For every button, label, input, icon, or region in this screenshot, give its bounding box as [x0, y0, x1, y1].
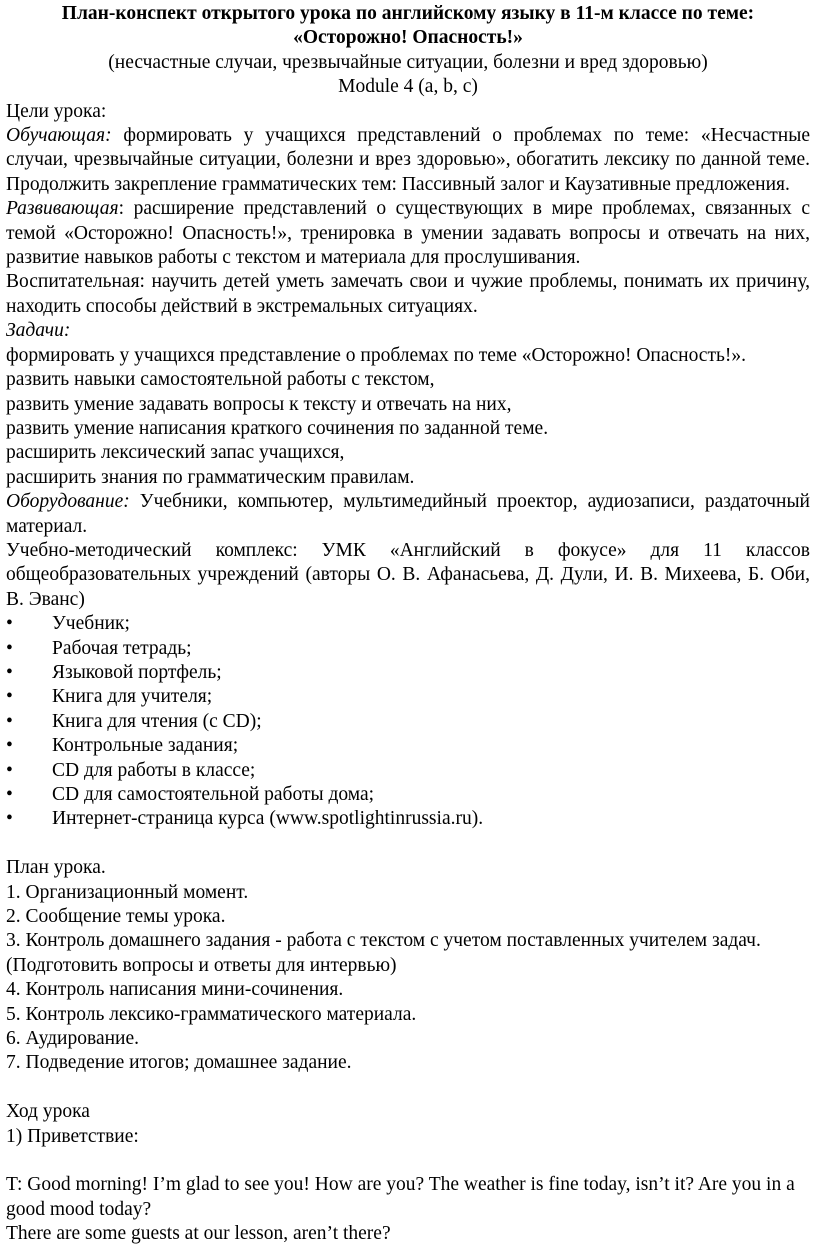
bullet-icon: • — [6, 661, 13, 683]
equipment-label: Оборудование: — [6, 491, 130, 513]
goal-upbringing: Воспитательная: научить детей уметь замечать свои и чужие проблемы, понимать их причину, находить способы действий в экстремальных ситуациях. — [6, 271, 810, 317]
plan-item: 2. Сообщение темы урока. — [6, 906, 226, 928]
document-subtitle: (несчастные случаи, чрезвычайные ситуации, болезни и вред здоровью) — [108, 51, 708, 73]
task-item: развить умение написания краткого сочинения по заданной теме. — [6, 417, 549, 439]
list-item — [6, 759, 810, 783]
task-item: расширить знания по грамматическим правилам. — [6, 466, 415, 488]
umk-list — [6, 612, 810, 832]
spacer — [6, 832, 810, 856]
list-item — [6, 661, 810, 685]
list-item — [6, 685, 810, 709]
tasks-heading: Задачи: — [6, 320, 71, 342]
equipment-paragraph — [6, 490, 810, 539]
umk-paragraph: Учебно-методический комплекс: УМК «Английский в фокусе» для 11 классов общеобразовательных учреждений (авторы О. В. Афанасьева, Д. Дули, И. В. Михеева, Б. Оби, В. Эванс) — [6, 539, 810, 610]
plan-item: 3. Контроль домашнего задания - работа с текстом с учетом поставленных учителем задач. (Подготовить вопросы и ответы для интервью) — [6, 930, 761, 976]
list-item — [6, 807, 810, 831]
bullet-icon: • — [6, 637, 13, 659]
list-item — [6, 710, 810, 734]
list-item-text: Учебник; — [52, 613, 130, 635]
goal-developing-label: Развивающая — [6, 198, 119, 220]
task-item: развить навыки самостоятельной работы с текстом, — [6, 369, 435, 391]
goal-developing — [6, 197, 810, 270]
document-title-line1: План-конспект открытого урока по английскому языку в 11-м классе по теме: — [61, 3, 755, 24]
goal-educational — [6, 124, 810, 197]
spacer — [6, 1076, 810, 1100]
module-label: Module 4 (a, b, c) — [338, 76, 478, 98]
goal-educational-label: Обучающая: — [6, 125, 112, 147]
list-item-text: Книга для учителя; — [52, 686, 213, 708]
list-item — [6, 637, 810, 661]
list-item-text: Контрольные задания; — [52, 735, 239, 757]
plan-item: 5. Контроль лексико-грамматического материала. — [6, 1003, 417, 1025]
task-item: развить умение задавать вопросы к тексту и отвечать на них, — [6, 393, 512, 415]
equipment-text: Учебники, компьютер, мультимедийный проектор, аудиозаписи, раздаточный материал. — [6, 491, 810, 537]
plan-item: 1. Организационный момент. — [6, 881, 249, 903]
bullet-icon: • — [6, 759, 13, 781]
bullet-icon: • — [6, 735, 13, 757]
plan-item: 6. Аудирование. — [6, 1028, 139, 1050]
list-item-text: CD для работы в классе; — [52, 759, 256, 781]
list-item-text: Интернет-страница курса (www.spotlightinrussia.ru). — [52, 808, 484, 830]
task-item: формировать у учащихся представление о проблемах по теме «Осторожно! Опасность!». — [6, 344, 747, 366]
lesson-heading: Ход урока — [6, 1101, 90, 1123]
goal-educational-text: формировать у учащихся представлений о проблемах по теме: «Несчастные случаи, чрезвычайные ситуации, болезни и врез здоровью», обогатить лексику по данной теме. Продолжить закрепление грамматических тем: Пассивный залог и Каузативные предложения. — [6, 125, 810, 195]
goal-developing-text: : расширение представлений о существующих в мире проблемах, связанных с темой «Осторожно! Опасность!», тренировка в умении задавать вопросы и отвечать на них, развитие навыков работы с текстом и материала для прослушивания. — [6, 198, 810, 269]
task-item: расширить лексический запас учащихся, — [6, 442, 345, 464]
list-item-text: CD для самостоятельной работы дома; — [52, 784, 375, 805]
lesson-step-greeting: 1) Приветствие: — [6, 1125, 139, 1147]
document-title-line2: «Осторожно! Опасность!» — [293, 27, 523, 49]
plan-heading: План урока. — [6, 857, 106, 879]
bullet-icon: • — [6, 808, 13, 830]
bullet-icon: • — [6, 784, 13, 805]
list-item-text: Языковой портфель; — [52, 661, 222, 683]
list-item — [6, 734, 810, 758]
list-item — [6, 612, 810, 636]
list-item-text: Рабочая тетрадь; — [52, 637, 192, 659]
bullet-icon: • — [6, 710, 13, 732]
plan-item: 7. Подведение итогов; домашнее задание. — [6, 1052, 352, 1074]
spacer — [6, 1149, 810, 1173]
list-item — [6, 783, 810, 807]
list-item-text: Книга для чтения (с CD); — [52, 710, 262, 732]
guests-line: There are some guests at our lesson, aren’t there? — [6, 1223, 391, 1245]
bullet-icon: • — [6, 686, 13, 708]
plan-item: 4. Контроль написания мини-сочинения. — [6, 979, 344, 1001]
bullet-icon: • — [6, 613, 13, 635]
teacher-line: T: Good morning! I’m glad to see you! How are you? The weather is fine today, isn’t it? Are you in a good mood today? — [6, 1174, 795, 1220]
goals-heading: Цели урока: — [6, 100, 107, 122]
